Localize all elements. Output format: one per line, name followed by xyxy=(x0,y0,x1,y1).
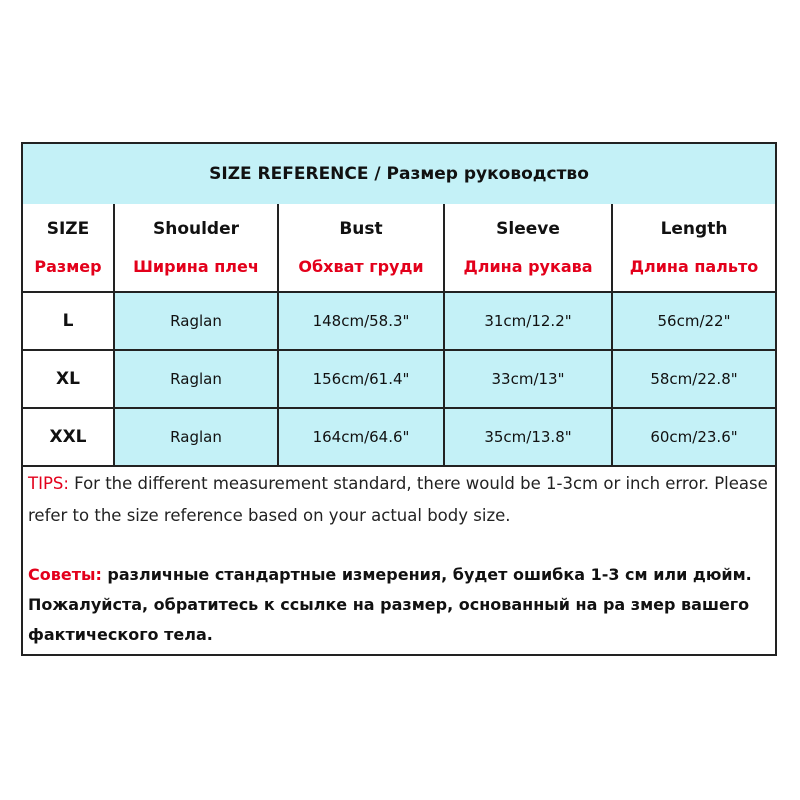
size-cell: XL xyxy=(23,350,114,408)
shoulder-cell: Raglan xyxy=(114,408,278,466)
sleeve-cell: 31cm/12.2" xyxy=(444,292,612,350)
sleeve-cell: 33cm/13" xyxy=(444,350,612,408)
size-table xyxy=(23,204,775,467)
tips-ru-text: различные стандартные измерения, будет ошибка 1-3 см или дюйм. Пожалуйста, обратитесь к ссылке на размер, основанный на ра змер вашего фактического тела. xyxy=(28,565,752,644)
header-bust xyxy=(278,204,444,292)
header-size-en: SIZE xyxy=(46,218,90,239)
tips-russian xyxy=(28,560,770,650)
header-size xyxy=(23,204,114,292)
header-bust-ru: Обхват груди xyxy=(298,256,424,276)
header-length xyxy=(612,204,775,292)
tips-english xyxy=(28,468,770,532)
header-shoulder-en: Shoulder xyxy=(152,218,240,239)
bust-cell: 148cm/58.3" xyxy=(278,292,444,350)
length-cell: 56cm/22" xyxy=(612,292,775,350)
size-cell: XXL xyxy=(23,408,114,466)
header-sleeve xyxy=(444,204,612,292)
length-cell: 60cm/23.6" xyxy=(612,408,775,466)
chart-title: SIZE REFERENCE / Размер руководство xyxy=(23,144,775,206)
shoulder-cell: Raglan xyxy=(114,292,278,350)
bust-cell: 156cm/61.4" xyxy=(278,350,444,408)
tips-ru-label: Советы: xyxy=(28,565,102,584)
header-length-en: Length xyxy=(660,218,728,239)
table-row xyxy=(23,408,775,466)
header-bust-en: Bust xyxy=(339,218,383,239)
header-shoulder-ru: Ширина плеч xyxy=(133,256,259,276)
tips-text: For the different measurement standard, there would be 1-3cm or inch error. Please refer to the size reference based on your actual body size. xyxy=(28,474,768,525)
size-cell: L xyxy=(23,292,114,350)
table-row xyxy=(23,350,775,408)
tips-label: TIPS: xyxy=(28,474,69,493)
length-cell: 58cm/22.8" xyxy=(612,350,775,408)
header-sleeve-en: Sleeve xyxy=(496,218,560,239)
header-size-ru: Размер xyxy=(34,256,102,276)
bust-cell: 164cm/64.6" xyxy=(278,408,444,466)
header-sleeve-ru: Длина рукава xyxy=(463,256,593,276)
header-row xyxy=(23,204,775,292)
header-length-ru: Длина пальто xyxy=(629,256,759,276)
header-shoulder xyxy=(114,204,278,292)
sleeve-cell: 35cm/13.8" xyxy=(444,408,612,466)
shoulder-cell: Raglan xyxy=(114,350,278,408)
table-row xyxy=(23,292,775,350)
size-chart xyxy=(21,142,777,656)
